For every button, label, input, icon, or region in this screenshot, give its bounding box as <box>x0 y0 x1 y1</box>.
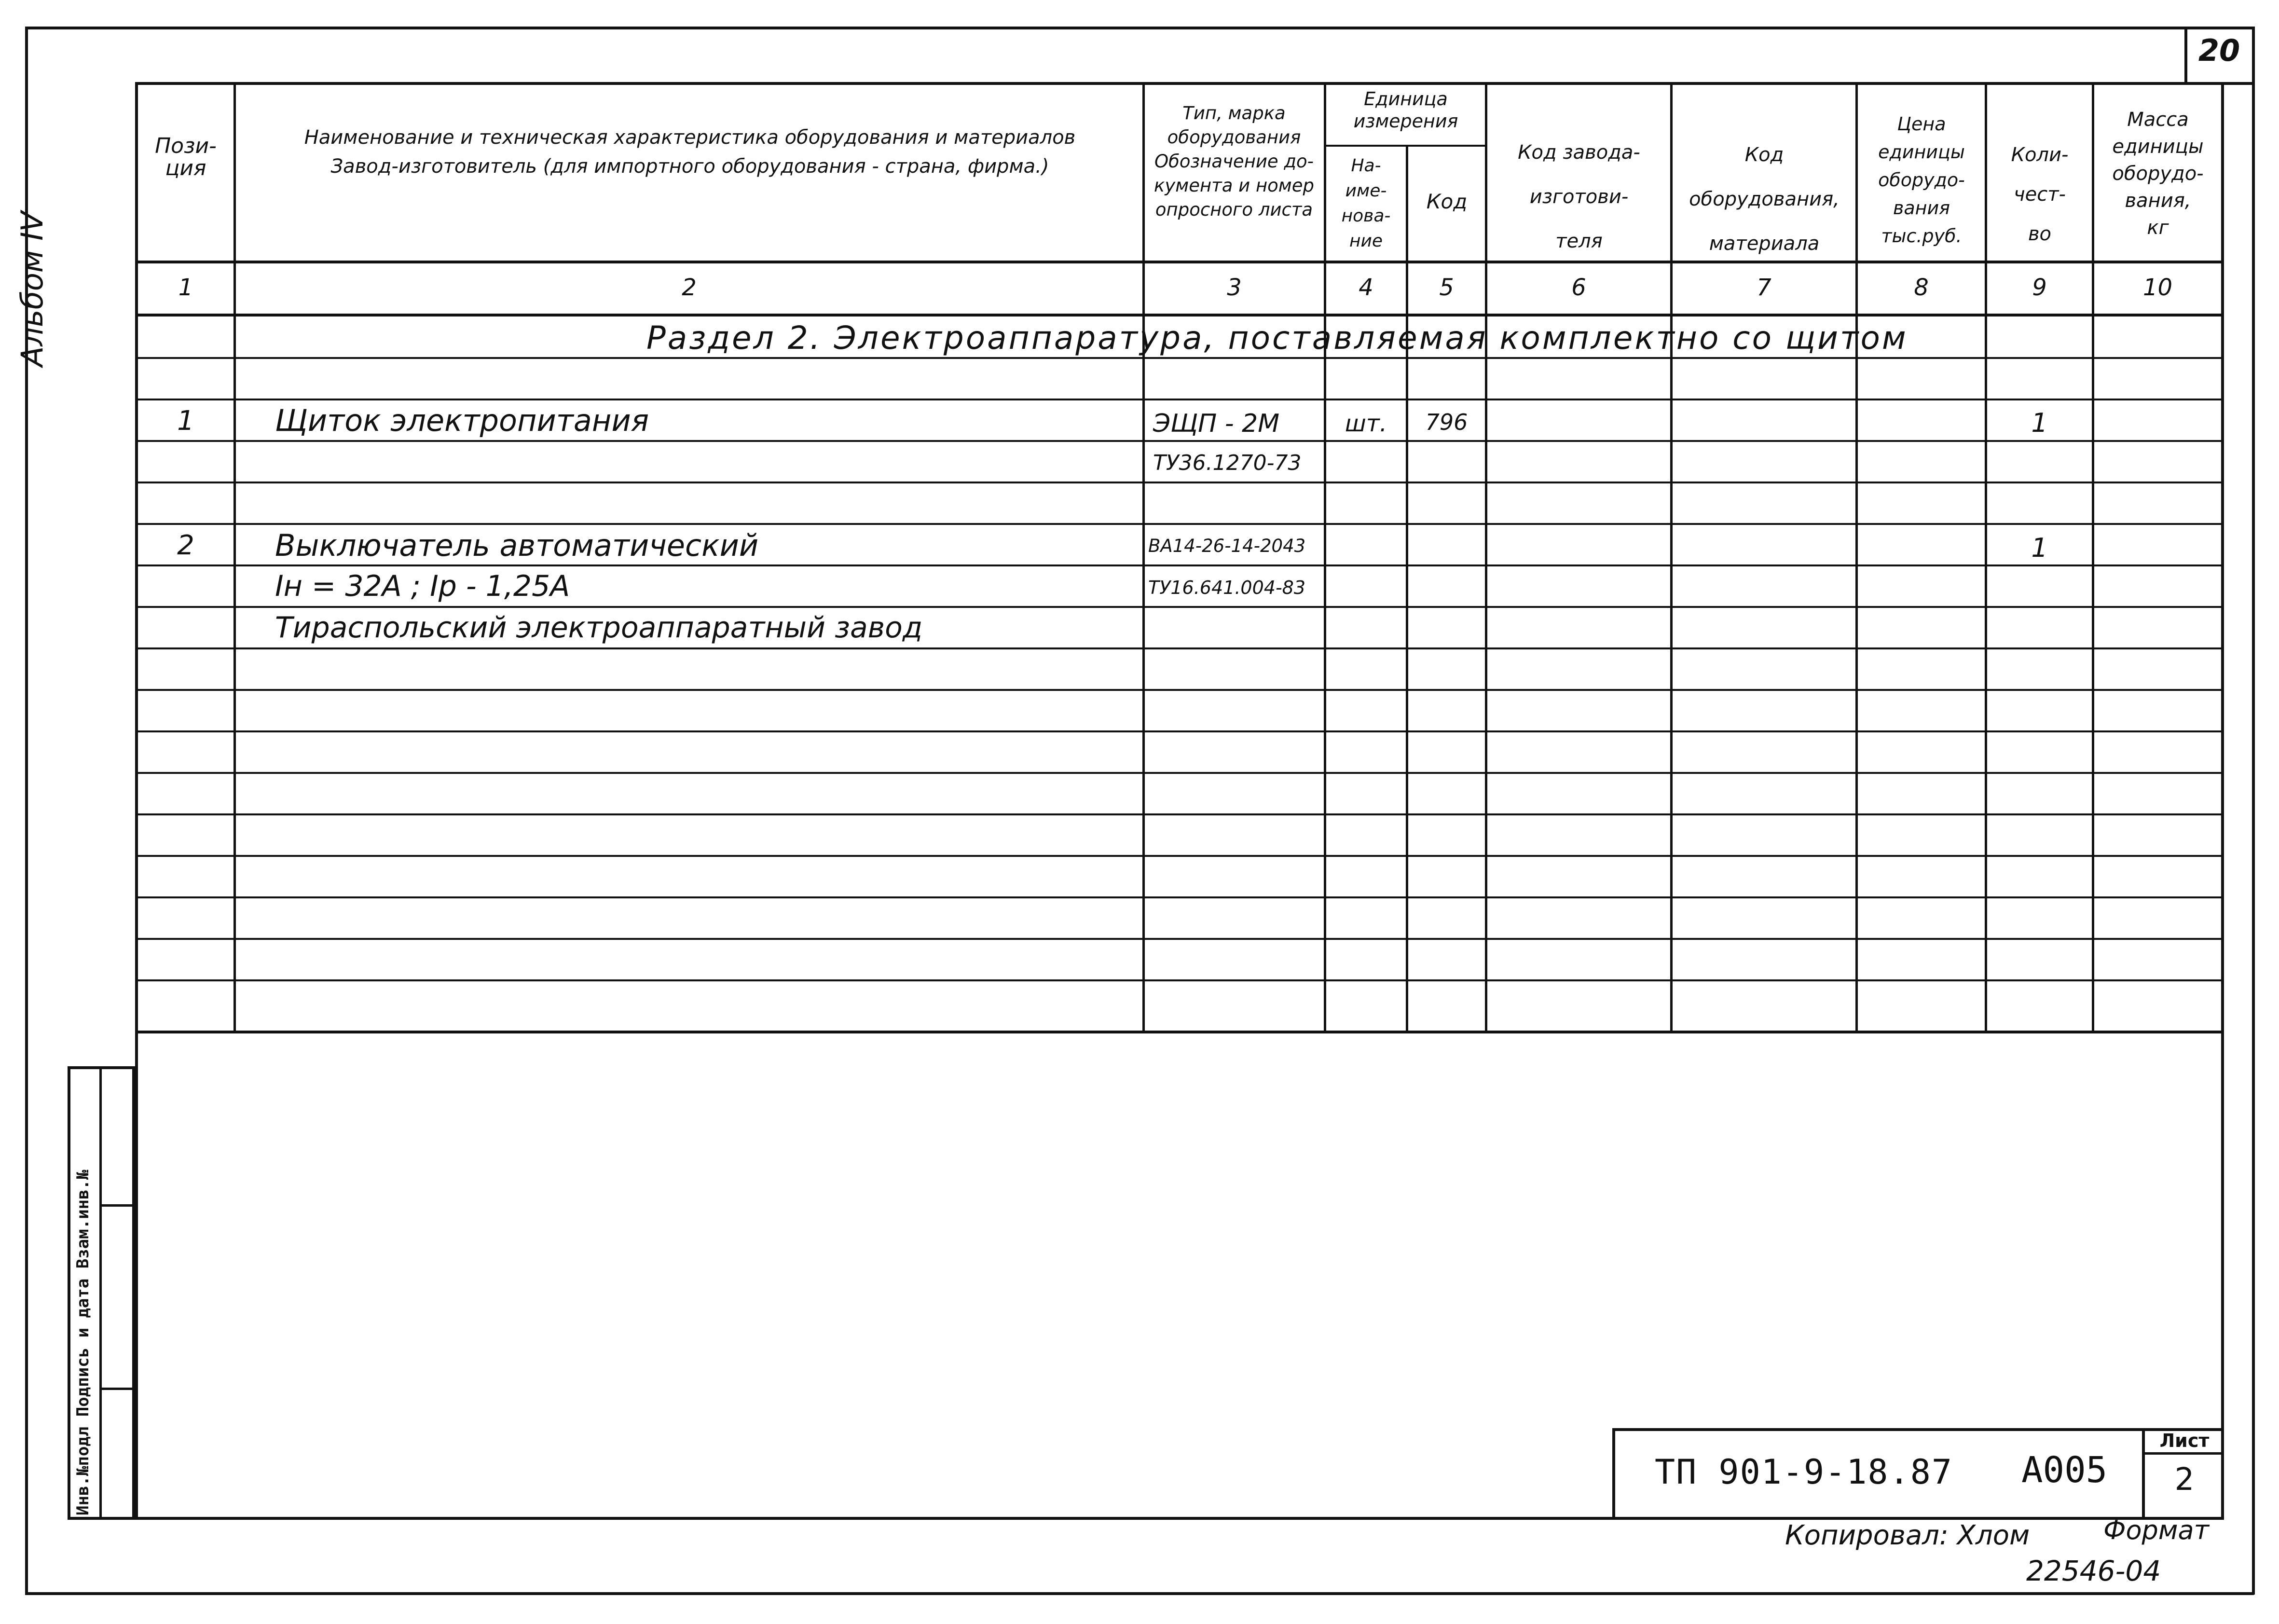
row-line <box>135 855 2224 857</box>
side-stamp-text: Инв.№подл Подпись и дата Взам.инв.№ <box>73 1170 93 1515</box>
title-block-code: А005 <box>2021 1449 2108 1491</box>
column-number: 7 <box>1757 274 1771 301</box>
outer-frame-bottom <box>25 1592 2254 1595</box>
header-price: Цена единицы оборудо- вания тыс.руб. <box>1878 113 1965 247</box>
outer-frame-top <box>25 27 2254 29</box>
column-number: 9 <box>2032 274 2047 301</box>
row3-type: ВА14-26-14-2043 <box>1148 536 1306 556</box>
page-number-box-left <box>2184 28 2187 85</box>
column-number: 4 <box>1359 274 1373 301</box>
row4-type: ТУ16.641.004-83 <box>1148 577 1306 598</box>
table-right <box>2221 82 2224 1520</box>
column-number: 3 <box>1227 274 1242 301</box>
row-line <box>135 896 2224 898</box>
colnum-bottom <box>135 314 2224 317</box>
row1-quantity: 1 <box>2031 408 2048 438</box>
row-line <box>135 647 2224 649</box>
title-block-sheet-number: 2 <box>2174 1462 2195 1498</box>
row-line <box>135 979 2224 981</box>
side-stamp-row2 <box>99 1388 135 1390</box>
row-line <box>135 523 2224 525</box>
header-equipment-code: Код оборудования, материала <box>1689 144 1840 255</box>
row-line <box>135 689 2224 691</box>
col-divider-2 <box>1142 82 1145 1032</box>
column-number: 8 <box>1914 274 1929 301</box>
page-number: 20 <box>2198 33 2240 68</box>
row-line <box>135 399 2224 400</box>
column-number: 2 <box>682 274 697 301</box>
title-block-left <box>1612 1428 1615 1520</box>
side-stamp <box>68 1066 135 1520</box>
row3-quantity: 1 <box>2031 533 2048 563</box>
row1-name: Щиток электропитания <box>275 403 649 438</box>
row-line <box>135 938 2224 940</box>
footer-number: 22546-04 <box>2026 1555 2161 1587</box>
title-block-sheet-label: Лист <box>2159 1430 2210 1451</box>
row5-name: Тираспольский электроаппаратный завод <box>275 611 923 645</box>
row2-type: ТУ36.1270-73 <box>1153 451 1302 475</box>
header-unit: Единица измерения <box>1353 88 1458 132</box>
side-stamp-row1 <box>99 1204 135 1207</box>
row-line <box>135 813 2224 815</box>
outer-frame-right <box>2252 27 2255 1595</box>
row1-type: ЭЩП - 2М <box>1153 409 1280 438</box>
side-stamp-divider <box>99 1069 102 1517</box>
row-line <box>135 482 2224 483</box>
column-number: 5 <box>1439 274 1454 301</box>
row1-unit: шт. <box>1345 410 1387 437</box>
row1-code: 796 <box>1425 409 1468 435</box>
row-line <box>135 564 2224 566</box>
row-line <box>135 772 2224 774</box>
column-number: 1 <box>178 274 193 301</box>
col-divider-1 <box>233 82 236 1032</box>
title-block-sheet-label-line <box>2142 1452 2224 1455</box>
row4-name: Iн = 32А ; Iр - 1,25А <box>275 569 570 603</box>
title-block-top <box>1612 1428 2224 1431</box>
column-number: 6 <box>1571 274 1586 301</box>
header-bottom <box>135 261 2224 263</box>
row-line <box>135 357 2224 359</box>
row-line <box>135 730 2224 732</box>
table-body-end <box>135 1031 2224 1033</box>
header-position: Пози- ция <box>155 134 217 180</box>
header-factory-code: Код завода- изготови- теля <box>1518 141 1640 252</box>
row-line <box>135 440 2224 442</box>
column-number: 10 <box>2142 274 2173 301</box>
row3-name: Выключатель автоматический <box>275 528 759 563</box>
section-title: Раздел 2. Электроаппаратура, поставляемая комплектно со щитом <box>646 319 1908 357</box>
unit-subheader-line <box>1324 145 1486 147</box>
header-unit-name: На- име- нова- ние <box>1341 156 1391 251</box>
header-quantity: Коли- чест- во <box>2011 144 2069 245</box>
row3-position: 2 <box>177 530 194 561</box>
header-type: Тип, марка оборудования Обозначение до- кумента и номер опросного листа <box>1154 103 1314 220</box>
title-block-doc-number: ТП 901-9-18.87 <box>1655 1452 1953 1492</box>
header-name-line1: Наименование и техническая характеристика оборудования и материалов <box>304 126 1076 149</box>
header-name-line2: Завод-изготовитель (для импортного оборудования - страна, фирма.) <box>330 155 1049 178</box>
header-unit-code: Код <box>1426 190 1468 213</box>
footer-copied: Копировал: Хлом <box>1785 1520 2030 1551</box>
header-mass: Масса единицы оборудо- вания, кг <box>2112 109 2204 239</box>
album-label: Альбом IV <box>14 211 50 367</box>
table-top <box>135 82 2224 85</box>
row-line <box>135 606 2224 608</box>
row1-position: 1 <box>177 405 194 437</box>
footer-format: Формат <box>2103 1515 2210 1545</box>
